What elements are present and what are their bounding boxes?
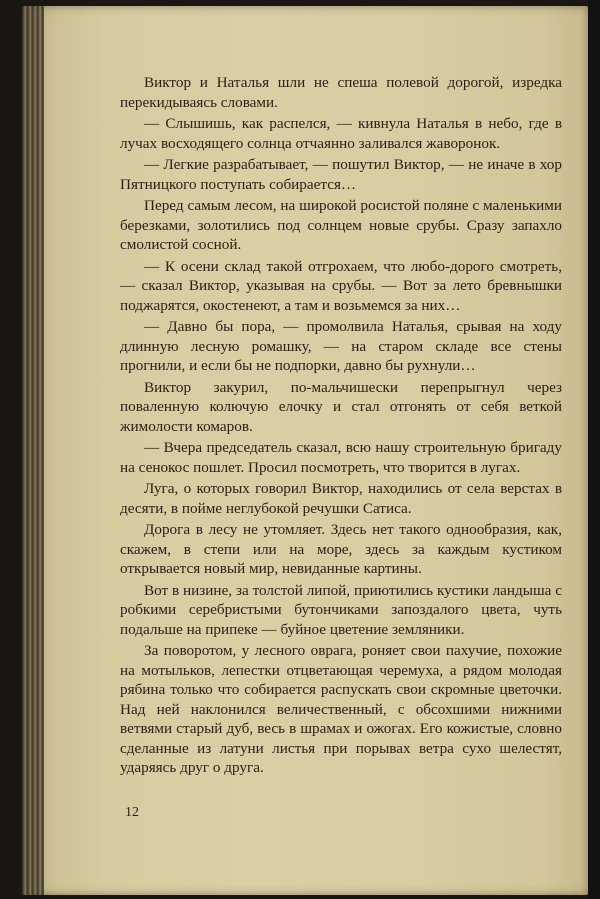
paragraph: За поворотом, у лесного оврага, роняет свои пахучие, похожие на мотыльков, лепестки отцветающая черемуха, а рядом молодая рябина только что собирается распускать свои скромные цветочки. Над ней наклонился величественный, с обсохшими нижними ветвями старый дуб, весь в шрамах и ожогах. Его кожистые, словно сделанные из латуни листья при порывах ветра сухо шелестят, ударяясь друг о друга. xyxy=(120,642,562,776)
scan-border xyxy=(588,0,600,899)
body-text xyxy=(120,73,562,780)
paragraph: Вот в низине, за толстой липой, приютились кустики ландыша с робкими серебристыми бутончиками запоздалого цвета, чуть подальше на припеке — буйное цветение земляники. xyxy=(120,581,562,638)
paragraph: Виктор закурил, по-мальчишески перепрыгнул через поваленную колючую елочку и стал отгонять от себя веткой жимолости комаров. xyxy=(120,378,562,435)
paragraph: — Вчера председатель сказал, всю нашу строительную бригаду на сенокос пошлет. Просил посмотреть, что творится в лугах. xyxy=(120,439,562,476)
paragraph: — Давно бы пора, — промолвила Наталья, срывая на ходу длинную лесную ромашку, — на старом складе все стены прогнили, и если бы не подпорки, давно бы рухнули… xyxy=(120,318,562,374)
paragraph: Виктор и Наталья шли не спеша полевой дорогой, изредка перекидываясь словами. xyxy=(120,74,562,111)
paragraph: — К осени склад такой отгрохаем, что любо-дорого смотреть, — сказал Виктор, указывая на срубы. — Вот за лето бревнышки поджарятся, окостенеют, а там и возьмемся за них… xyxy=(120,257,562,314)
book-spine-edge xyxy=(22,6,44,895)
page-number: 12 xyxy=(125,805,139,820)
paragraph: — Слышишь, как распелся, — кивнула Наталья в небо, где в лучах восходящего солнца отчаянно заливался жаворонок. xyxy=(120,115,562,152)
paragraph: Перед самым лесом, на широкой росистой поляне с маленькими березками, золотились под солнцем новые срубы. Сразу запахло смолистой сосной. xyxy=(120,197,562,253)
paragraph: — Легкие разрабатывает, — пошутил Виктор, — не иначе в хор Пятницкого поступать собирается… xyxy=(120,156,562,193)
paragraph: Дорога в лесу не утомляет. Здесь нет такого однообразия, как, скажем, в степи или на море, здесь за каждым кустиком открывается новый мир, невиданные картины. xyxy=(120,521,562,577)
paragraph: Луга, о которых говорил Виктор, находились от села верстах в десяти, в пойме неглубокой речушки Сатиса. xyxy=(120,480,562,517)
